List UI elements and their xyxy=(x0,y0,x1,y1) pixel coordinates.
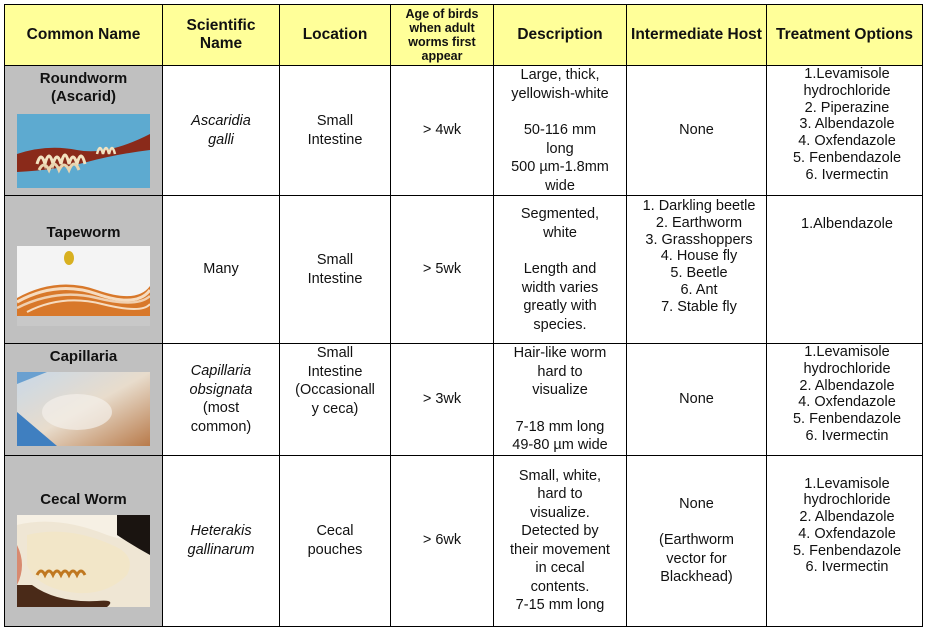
description-line: hard to xyxy=(537,486,583,502)
host-item: 6. Ant xyxy=(680,281,718,298)
treatment-cell xyxy=(767,196,923,344)
scientific-name-note: (most xyxy=(202,400,240,417)
location-cell xyxy=(280,344,391,456)
location-line: Intestine xyxy=(307,363,363,380)
description-line: Large, thick, xyxy=(520,67,600,83)
common-name: Roundworm xyxy=(39,69,128,87)
description-line: 7-15 mm long xyxy=(515,597,605,613)
age-cell: > 3wk xyxy=(391,344,494,456)
host-item: 7. Stable fly xyxy=(661,298,737,315)
location-line: Small xyxy=(316,345,354,361)
treatment-item: hydrochloride xyxy=(803,82,891,99)
location-line: y ceca) xyxy=(311,400,359,417)
scientific-name-cell xyxy=(163,196,280,344)
age-cell: > 4wk xyxy=(391,66,494,196)
treatment-item: 2. Albendazole xyxy=(799,509,895,526)
description-line: visualize xyxy=(532,382,588,398)
scientific-name-line: Many xyxy=(203,261,239,278)
location-line: Cecal xyxy=(316,523,354,539)
scientific-name-line: gallinarum xyxy=(187,541,255,558)
description-line: white xyxy=(543,224,577,241)
cecal-worm-photo-icon xyxy=(17,515,150,607)
common-name: Capillaria xyxy=(49,348,118,366)
treatment-item: 6. Ivermectin xyxy=(805,166,889,183)
description-line: yellowish-white xyxy=(511,85,609,102)
description-line: Hair-like worm xyxy=(513,345,607,361)
common-name-cell xyxy=(5,66,163,196)
common-name-cell xyxy=(5,344,163,456)
description-line: 50-116 mm xyxy=(523,122,597,138)
common-name-cell xyxy=(5,196,163,344)
treatment-item: 1.Levamisole xyxy=(804,344,890,360)
spacer xyxy=(497,400,623,418)
parasite-table xyxy=(4,4,923,627)
treatment-item: 1.Levamisole xyxy=(804,66,890,82)
scientific-name-line: Capillaria xyxy=(190,363,252,380)
description-line: contents. xyxy=(530,578,590,595)
description-line: species. xyxy=(533,316,587,333)
treatment-item: 2. Piperazine xyxy=(804,99,890,116)
table-row xyxy=(5,344,923,456)
table-row xyxy=(5,66,923,196)
location-line: pouches xyxy=(307,541,363,558)
location-cell xyxy=(280,66,391,196)
treatment-item: 5. Fenbendazole xyxy=(792,149,902,166)
host-cell xyxy=(627,196,767,344)
location-cell xyxy=(280,196,391,344)
treatment-item: 2. Albendazole xyxy=(799,377,895,394)
common-name-alt: (Ascarid) xyxy=(50,87,117,105)
description-line: Length and xyxy=(523,261,597,277)
treatment-item: hydrochloride xyxy=(803,492,891,509)
treatment-item: 1.Levamisole xyxy=(804,475,890,492)
header-intermediate-host: Intermediate Host xyxy=(627,5,767,66)
host-item: 2. Earthworm xyxy=(655,214,743,231)
host-cell: None xyxy=(627,344,767,456)
treatment-item: 4. Oxfendazole xyxy=(798,133,896,150)
location-line: (Occasionall xyxy=(295,382,375,398)
common-name: Cecal Worm xyxy=(40,490,127,508)
description-line: width varies xyxy=(521,279,599,296)
description-line: 500 µm-1.8mm xyxy=(511,159,609,175)
location-cell xyxy=(280,455,391,626)
treatment-item: 4. Oxfendazole xyxy=(798,525,896,542)
host-line: vector for xyxy=(666,550,727,567)
host-cell xyxy=(627,455,767,626)
description-line: in cecal xyxy=(535,560,585,576)
treatment-cell xyxy=(767,344,923,456)
location-line: Intestine xyxy=(307,270,363,287)
host-item: 1. Darkling beetle xyxy=(642,198,756,214)
table-row xyxy=(5,455,923,626)
roundworm-photo-icon xyxy=(17,114,150,188)
scientific-name-cell xyxy=(163,455,280,626)
header-treatment-options: Treatment Options xyxy=(767,5,923,66)
description-line: long xyxy=(546,140,574,157)
location-line: Intestine xyxy=(307,131,363,148)
spacer xyxy=(497,103,623,121)
description-line: their movement xyxy=(510,541,610,558)
description-line: 7-18 mm long xyxy=(515,418,605,435)
description-line: wide xyxy=(545,177,575,194)
description-cell xyxy=(494,196,627,344)
host-line: Blackhead) xyxy=(660,569,733,585)
treatment-item: 3. Albendazole xyxy=(799,116,895,133)
host-cell: None xyxy=(627,66,767,196)
description-line: hard to xyxy=(537,363,583,380)
scientific-name-line: obsignata xyxy=(189,381,253,398)
header-age: Age of birds when adult worms first appear xyxy=(391,5,494,66)
scientific-name-line: Heterakis xyxy=(190,523,252,539)
treatment-item: 6. Ivermectin xyxy=(805,559,889,576)
treatment-cell xyxy=(767,455,923,626)
common-name-cell xyxy=(5,455,163,626)
description-cell xyxy=(494,66,627,196)
treatment-item: 5. Fenbendazole xyxy=(792,411,902,428)
description-line: Detected by xyxy=(521,523,599,539)
location-line: Small xyxy=(316,113,354,129)
scientific-name-cell xyxy=(163,66,280,196)
age-cell: > 6wk xyxy=(391,455,494,626)
description-line: Small, white, xyxy=(518,467,602,484)
table-row xyxy=(5,196,923,344)
treatment-item: 6. Ivermectin xyxy=(805,427,889,444)
header-scientific-name-text: Scientific Name xyxy=(186,17,256,52)
host-item: 4. House fly xyxy=(660,248,738,265)
header-scientific-name xyxy=(163,5,280,66)
treatment-item: 1.Albendazole xyxy=(801,216,893,232)
capillaria-photo-icon xyxy=(17,372,150,446)
header-description: Description xyxy=(494,5,627,66)
age-cell: > 5wk xyxy=(391,196,494,344)
description-line: Segmented, xyxy=(520,206,600,222)
header-common-name: Common Name xyxy=(5,5,163,66)
scientific-name-line: galli xyxy=(208,131,234,148)
scientific-name-cell xyxy=(163,344,280,456)
host-line: (Earthworm xyxy=(659,532,734,548)
tapeworm-photo-icon xyxy=(17,246,150,326)
spacer xyxy=(630,513,763,531)
description-line: 49-80 µm wide xyxy=(512,437,608,453)
description-cell xyxy=(494,455,627,626)
spacer xyxy=(497,242,623,260)
treatment-item: 4. Oxfendazole xyxy=(798,394,896,411)
description-line: greatly with xyxy=(523,298,597,314)
scientific-name-line: Ascaridia xyxy=(191,113,251,129)
header-row xyxy=(5,5,923,66)
host-line: None xyxy=(679,495,714,512)
treatment-cell xyxy=(767,66,923,196)
treatment-item: hydrochloride xyxy=(803,360,891,377)
treatment-item: 5. Fenbendazole xyxy=(792,542,902,559)
location-line: Small xyxy=(316,252,354,268)
description-line: visualize. xyxy=(530,504,590,521)
scientific-name-note: common) xyxy=(190,418,252,435)
header-location: Location xyxy=(280,5,391,66)
host-item: 5. Beetle xyxy=(670,265,728,282)
description-cell xyxy=(494,344,627,456)
host-item: 3. Grasshoppers xyxy=(645,231,753,248)
common-name: Tapeworm xyxy=(46,223,121,241)
